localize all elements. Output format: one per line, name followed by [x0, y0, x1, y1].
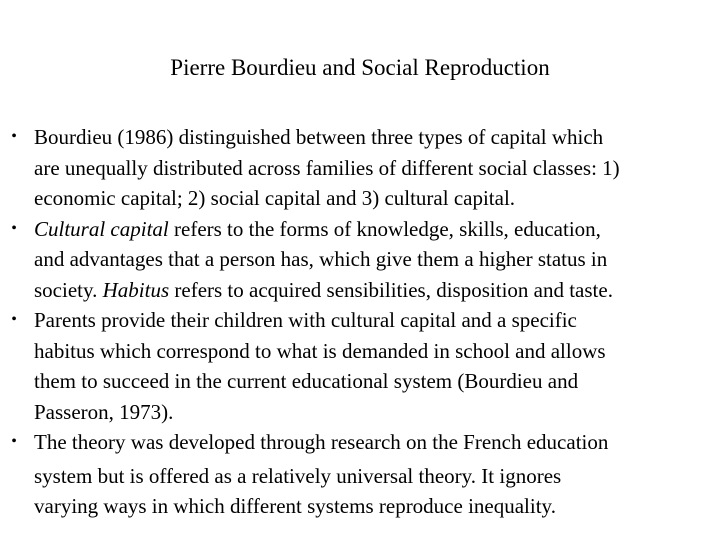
bullet-list [11, 122, 702, 522]
bullet-item-theory [11, 427, 702, 522]
bullet-line [34, 275, 702, 306]
bullet-item-parents [11, 305, 702, 427]
slide-title: Pierre Bourdieu and Social Reproduction [170, 55, 550, 80]
bullet-line: Bourdieu (1986) distinguished between three types of capital which [34, 125, 604, 149]
bullet-dot-icon: • [11, 311, 17, 328]
bullet-line: them to succeed in the current educational system (Bourdieu and [34, 369, 579, 393]
bullet-dot-icon: • [11, 128, 17, 145]
bullet-line: habitus which correspond to what is demanded in school and allows [34, 338, 606, 363]
bullet-dot-icon: • [11, 219, 17, 237]
bullet-dot-icon: • [11, 433, 17, 450]
bullet-line: economic capital; 2) social capital and 3) cultural capital. [34, 186, 516, 210]
bullet-line: The theory was developed through research on the French education [34, 430, 609, 454]
term-habitus: Habitus [102, 277, 170, 302]
bullet-line: and advantages that a person has, which give them a higher status in [34, 247, 608, 271]
term-cultural-capital: Cultural capital [34, 216, 169, 241]
bullet-line: varying ways in which different systems reproduce inequality. [34, 494, 556, 518]
bullet-text: society. [34, 277, 103, 302]
bullet-line: system but is offered as a relatively universal theory. It ignores [34, 463, 562, 488]
bullet-text: refers to the forms of knowledge, skills, education, [168, 216, 601, 241]
bullet-line: Parents provide their children with cultural capital and a specific [34, 308, 577, 332]
bullet-line: Passeron, 1973). [34, 399, 174, 424]
bullet-item-cultural-capital [11, 214, 702, 306]
bullet-line [34, 214, 702, 245]
bullet-text: refers to acquired sensibilities, disposition and taste. [169, 277, 613, 302]
bullet-item-capital-types [11, 122, 702, 214]
bullet-line: are unequally distributed across families of different social classes: 1) [34, 155, 620, 180]
